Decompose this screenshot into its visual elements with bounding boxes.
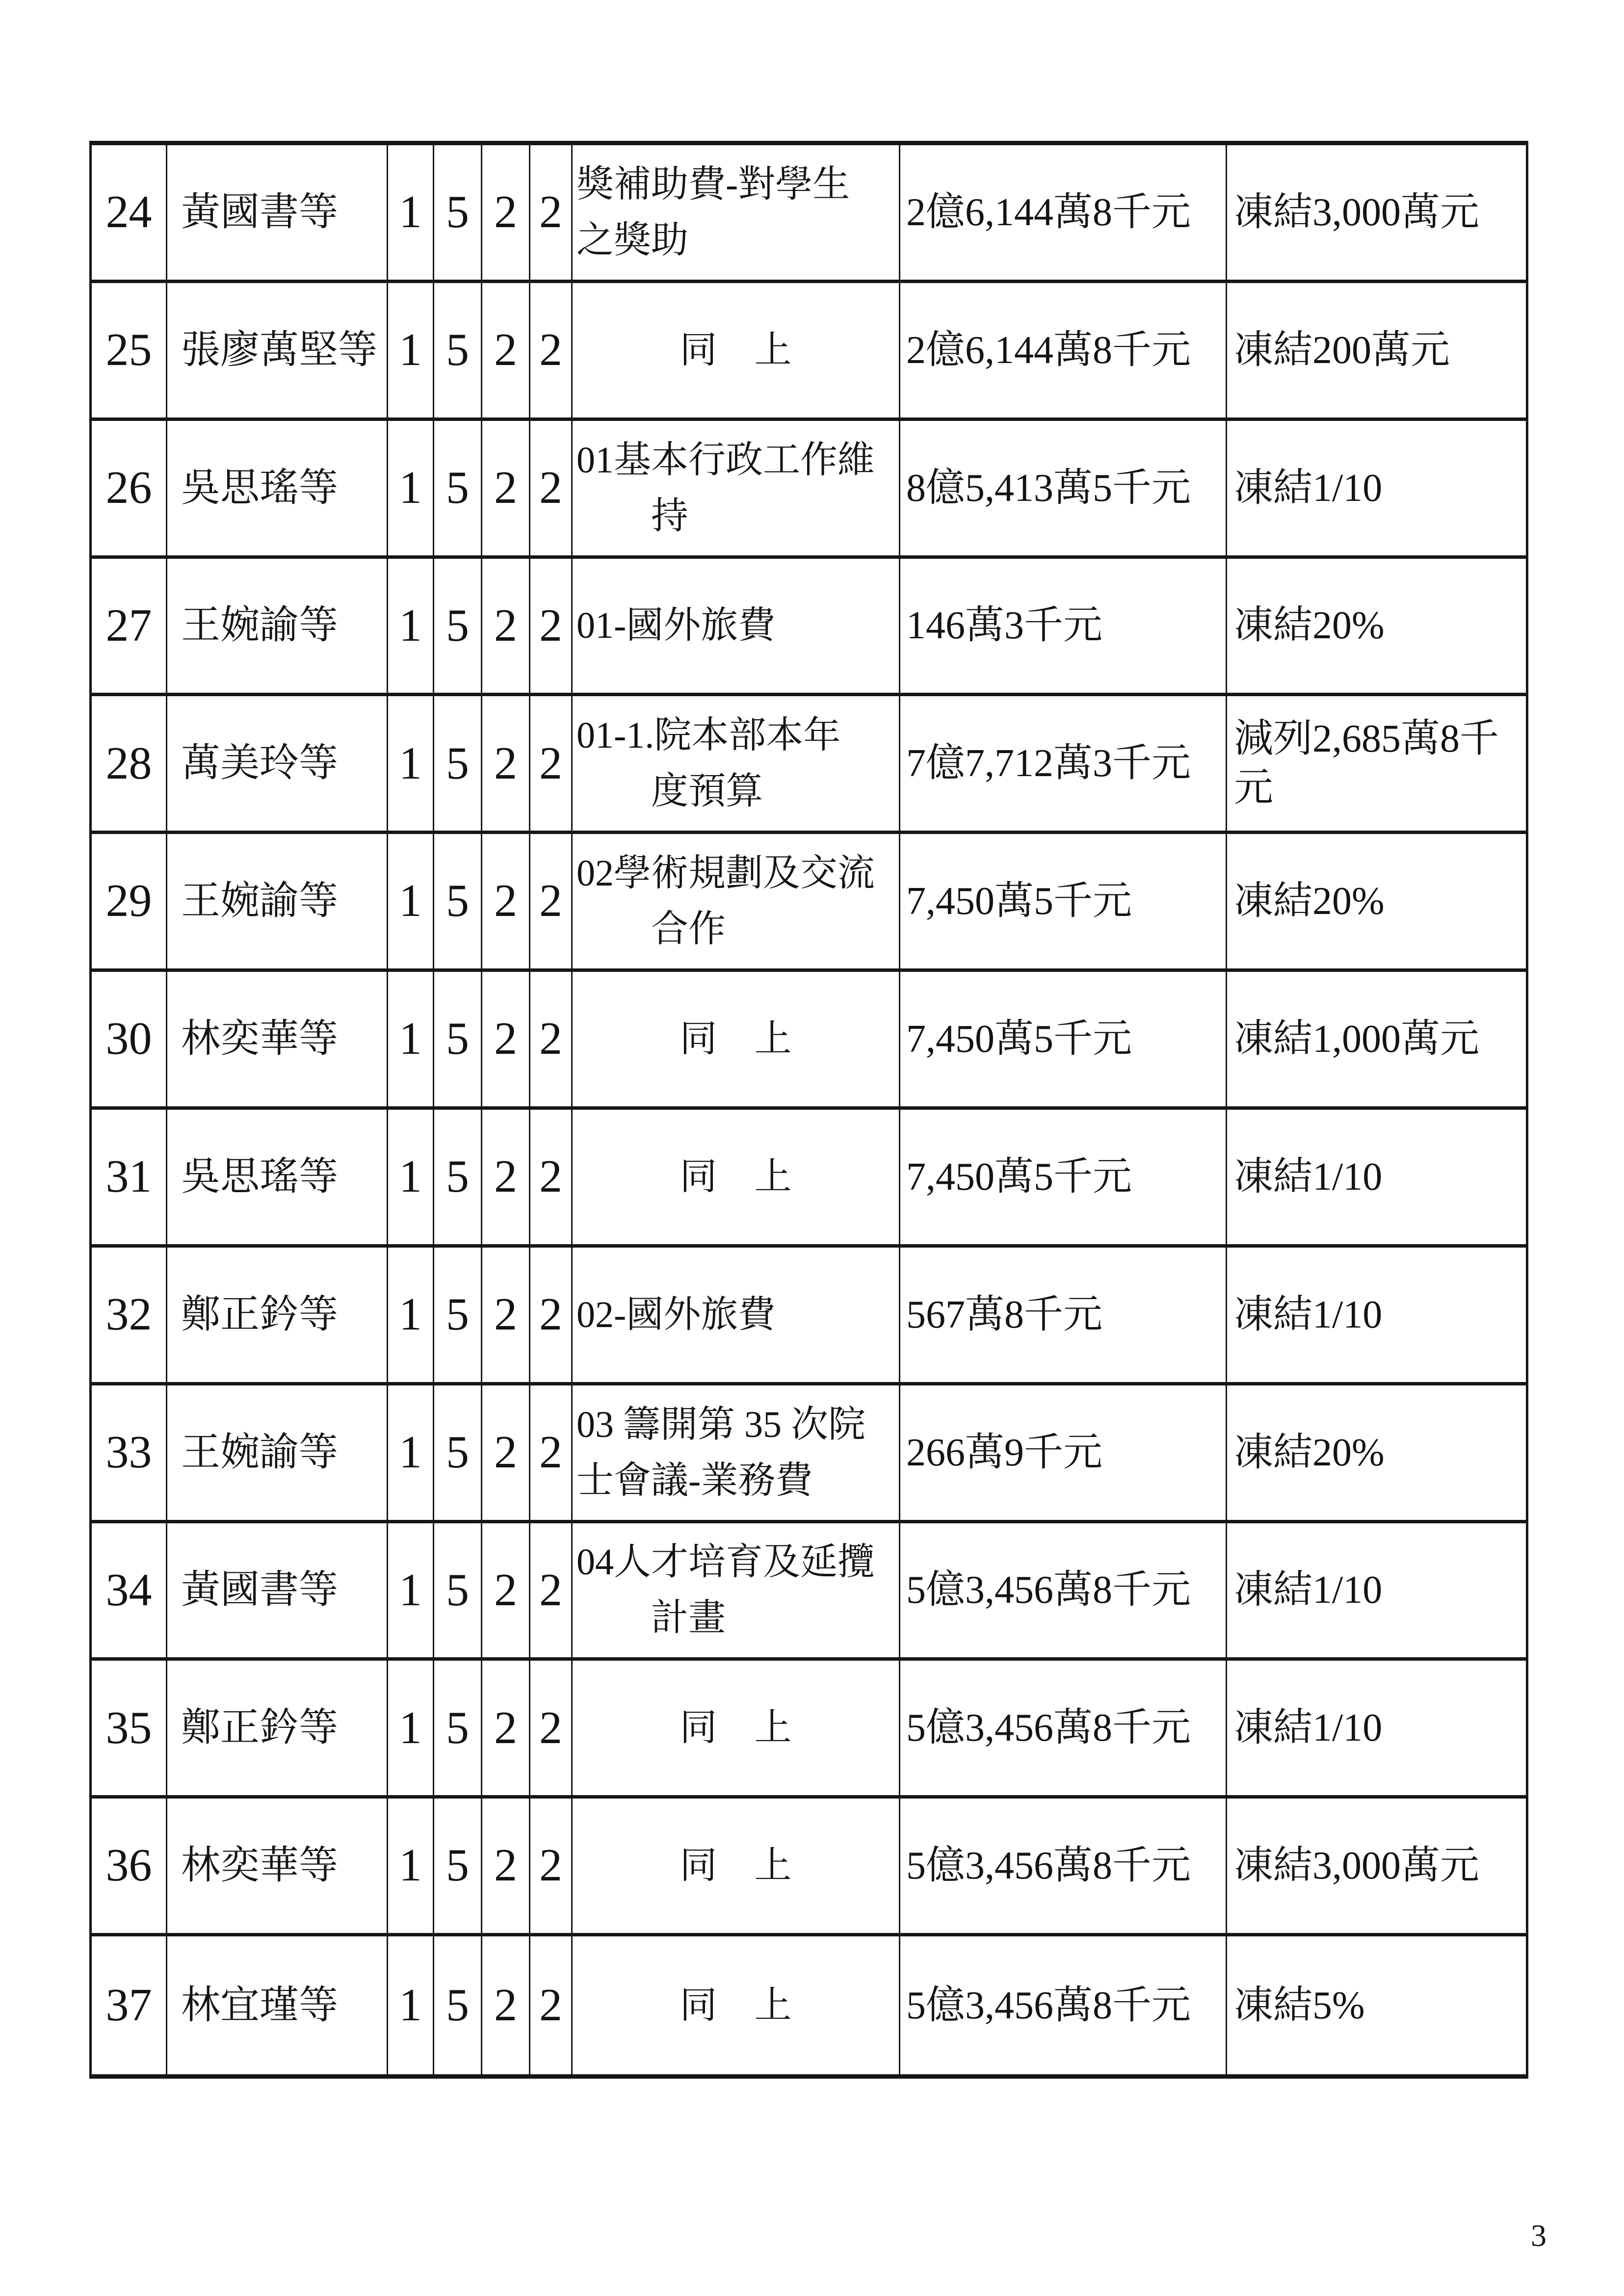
- code-cell: 1: [388, 1661, 434, 1799]
- item-cell: [573, 1936, 900, 2074]
- code-cell: 1: [388, 145, 434, 283]
- amount-cell: 5億3,456萬8千元: [900, 1523, 1227, 1661]
- proposer-cell: 林奕華等: [167, 972, 388, 1110]
- action-cell: 凍結1/10: [1227, 1523, 1526, 1661]
- code-cell: 2: [482, 972, 530, 1110]
- proposer-cell: 王婉諭等: [167, 1385, 388, 1523]
- item-line: 01基本行政工作維: [576, 439, 875, 481]
- proposer-cell: 林奕華等: [167, 1799, 388, 1936]
- code-cell: 1: [388, 834, 434, 972]
- code-cell: 1: [388, 559, 434, 697]
- code-cell: 1: [388, 1248, 434, 1385]
- code-cell: 2: [530, 1385, 573, 1523]
- item-cell: [573, 421, 900, 559]
- item-cell: [573, 1799, 900, 1936]
- code-cell: 2: [482, 145, 530, 283]
- code-cell: 2: [482, 834, 530, 972]
- amount-cell: 5億3,456萬8千元: [900, 1936, 1227, 2074]
- code-cell: 2: [530, 1661, 573, 1799]
- code-cell: 2: [482, 1248, 530, 1385]
- code-cell: 2: [530, 972, 573, 1110]
- item-line: 同 上: [680, 1984, 792, 2026]
- row-number-cell: 27: [92, 559, 167, 697]
- item-line: 01-國外旅費: [576, 605, 776, 647]
- item-cell: [573, 834, 900, 972]
- code-cell: 2: [530, 1799, 573, 1936]
- code-cell: 5: [434, 1799, 482, 1936]
- item-cell: [573, 1523, 900, 1661]
- amount-cell: 2億6,144萬8千元: [900, 145, 1227, 283]
- row-number-cell: 30: [92, 972, 167, 1110]
- code-cell: 5: [434, 696, 482, 834]
- proposer-cell: 黃國書等: [167, 145, 388, 283]
- item-line: 獎補助費-對學生: [576, 163, 850, 205]
- action-cell: 凍結1/10: [1227, 1248, 1526, 1385]
- code-cell: 2: [530, 145, 573, 283]
- row-number-cell: 28: [92, 696, 167, 834]
- item-line: 持: [651, 495, 688, 537]
- code-cell: 5: [434, 145, 482, 283]
- row-number-cell: 29: [92, 834, 167, 972]
- code-cell: 2: [482, 696, 530, 834]
- proposer-cell: 王婉諭等: [167, 834, 388, 972]
- item-cell: [573, 145, 900, 283]
- proposer-cell: 張廖萬堅等: [167, 283, 388, 421]
- proposer-cell: 鄭正鈐等: [167, 1248, 388, 1385]
- code-cell: 2: [530, 1248, 573, 1385]
- action-cell: 凍結5%: [1234, 1983, 1365, 2027]
- code-cell: 5: [434, 1110, 482, 1248]
- action-cell: 凍結3,000萬元: [1227, 1799, 1526, 1936]
- item-cell: [573, 972, 900, 1110]
- code-cell: 2: [530, 421, 573, 559]
- code-cell: 2: [482, 559, 530, 697]
- item-line: 同 上: [680, 1845, 792, 1887]
- item-line: 04人才培育及延攬: [576, 1541, 875, 1583]
- action-cell: 凍結1/10: [1227, 1110, 1526, 1248]
- code-cell: 1: [388, 696, 434, 834]
- item-cell: [573, 1661, 900, 1799]
- action-cell: 減列2,685萬8千元: [1227, 696, 1526, 834]
- item-cell: [573, 696, 900, 834]
- row-number-cell: 32: [92, 1248, 167, 1385]
- row-number-cell: 37: [92, 1936, 167, 2074]
- row-number-cell: 26: [92, 421, 167, 559]
- proposer-cell: 王婉諭等: [167, 559, 388, 697]
- budget-table: [89, 141, 1528, 2079]
- row-number-cell: 31: [92, 1110, 167, 1248]
- code-cell: 1: [388, 1936, 434, 2074]
- code-cell: 2: [482, 1799, 530, 1936]
- amount-cell: 8億5,413萬5千元: [900, 421, 1227, 559]
- item-line: 03 籌開第 35 次院: [576, 1404, 865, 1445]
- code-cell: 5: [434, 1523, 482, 1661]
- code-cell: 1: [388, 1799, 434, 1936]
- code-cell: 2: [530, 1936, 573, 2074]
- row-number-cell: 35: [92, 1661, 167, 1799]
- amount-cell: 146萬3千元: [900, 559, 1227, 697]
- code-cell: 2: [530, 1523, 573, 1661]
- action-cell: 凍結1,000萬元: [1227, 972, 1526, 1110]
- code-cell: 5: [434, 972, 482, 1110]
- item-line: 合作: [651, 909, 726, 950]
- amount-cell: 7,450萬5千元: [900, 972, 1227, 1110]
- action-cell: 凍結200萬元: [1227, 283, 1526, 421]
- action-cell: 凍結20%: [1227, 834, 1526, 972]
- item-cell: [573, 559, 900, 697]
- row-number-cell: 25: [92, 283, 167, 421]
- item-line: 計畫: [651, 1597, 726, 1639]
- item-cell: [573, 283, 900, 421]
- item-line: 同 上: [680, 1707, 792, 1749]
- row-number-cell: 34: [92, 1523, 167, 1661]
- item-line: 度預算: [651, 771, 763, 812]
- action-cell: 凍結1/10: [1227, 1661, 1526, 1799]
- code-cell: 2: [482, 1523, 530, 1661]
- action-cell: 凍結3,000萬元: [1227, 145, 1526, 283]
- code-cell: 5: [434, 421, 482, 559]
- code-cell: 1: [388, 972, 434, 1110]
- proposer-cell: 林宜瑾等: [167, 1936, 388, 2074]
- code-cell: 1: [388, 1385, 434, 1523]
- proposer-cell: 鄭正鈐等: [167, 1661, 388, 1799]
- item-line: 同 上: [680, 1156, 792, 1198]
- code-cell: 1: [388, 1523, 434, 1661]
- row-number-cell: 24: [92, 145, 167, 283]
- item-cell: [573, 1385, 900, 1523]
- code-cell: 2: [530, 1110, 573, 1248]
- code-cell: 2: [530, 834, 573, 972]
- code-cell: 2: [482, 283, 530, 421]
- code-cell: 5: [434, 283, 482, 421]
- item-line: 同 上: [680, 1018, 792, 1060]
- amount-cell: 7億7,712萬3千元: [900, 696, 1227, 834]
- code-cell: 2: [482, 1661, 530, 1799]
- action-cell: 凍結20%: [1227, 1385, 1526, 1523]
- action-cell: 凍結20%: [1227, 559, 1526, 697]
- item-line: 士會議-業務費: [576, 1460, 813, 1501]
- code-cell: 5: [434, 1385, 482, 1523]
- proposer-cell: 吳思瑤等: [167, 1110, 388, 1248]
- amount-cell: 7,450萬5千元: [900, 1110, 1227, 1248]
- code-cell: 2: [482, 1385, 530, 1523]
- code-cell: 2: [530, 696, 573, 834]
- page-number: 3: [1531, 2218, 1546, 2253]
- proposer-cell: 萬美玲等: [167, 696, 388, 834]
- item-line: 之獎助: [576, 219, 688, 261]
- code-cell: 2: [482, 1936, 530, 2074]
- amount-cell: 2億6,144萬8千元: [900, 283, 1227, 421]
- proposer-cell: 黃國書等: [167, 1523, 388, 1661]
- row-number-cell: 33: [92, 1385, 167, 1523]
- amount-cell: 567萬8千元: [900, 1248, 1227, 1385]
- item-line: 同 上: [680, 329, 792, 371]
- code-cell: 2: [530, 559, 573, 697]
- item-line: 02學術規劃及交流: [576, 853, 875, 894]
- code-cell: 1: [388, 421, 434, 559]
- item-cell: [573, 1248, 900, 1385]
- code-cell: 5: [434, 834, 482, 972]
- proposer-cell: 吳思瑤等: [167, 421, 388, 559]
- amount-cell: 5億3,456萬8千元: [900, 1661, 1227, 1799]
- code-cell: 5: [434, 1936, 482, 2074]
- code-cell: 5: [434, 1248, 482, 1385]
- code-cell: 2: [482, 421, 530, 559]
- item-line: 02-國外旅費: [576, 1294, 776, 1335]
- code-cell: 5: [434, 559, 482, 697]
- amount-cell: 7,450萬5千元: [900, 834, 1227, 972]
- action-cell: 凍結1/10: [1227, 421, 1526, 559]
- code-cell: 1: [388, 283, 434, 421]
- amount-cell: 5億3,456萬8千元: [900, 1799, 1227, 1936]
- row-number-cell: 36: [92, 1799, 167, 1936]
- amount-cell: 266萬9千元: [900, 1385, 1227, 1523]
- code-cell: 2: [482, 1110, 530, 1248]
- item-line: 01-1.院本部本年: [576, 715, 841, 757]
- code-cell: 2: [530, 283, 573, 421]
- code-cell: 1: [388, 1110, 434, 1248]
- code-cell: 5: [434, 1661, 482, 1799]
- item-cell: [573, 1110, 900, 1248]
